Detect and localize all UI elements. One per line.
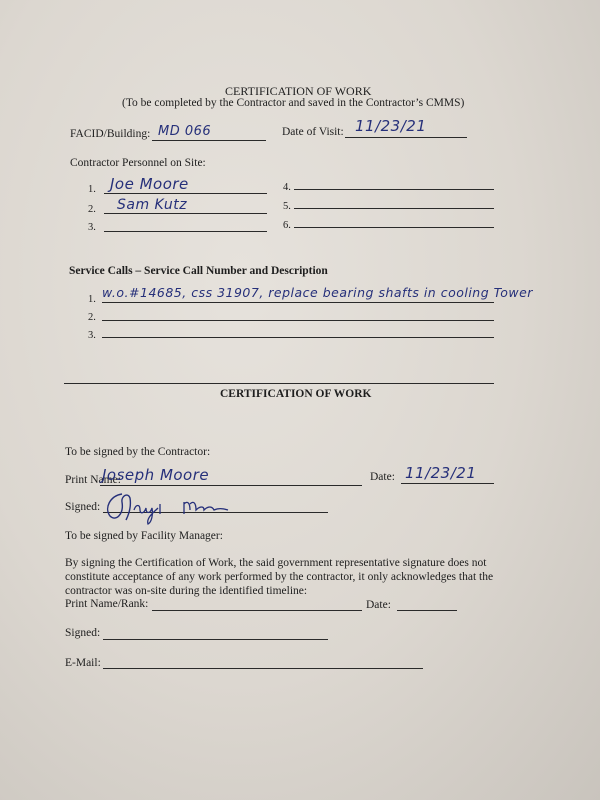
facid-label: FACID/Building: [70,128,151,140]
cert-para-line-1: By signing the Certification of Work, the said government representative signature does not [65,557,487,569]
contractor-date-value: 11/23/21 [405,464,477,482]
facid-value: MD 066 [158,124,212,139]
contractor-date-line [401,483,494,484]
personnel-name-2: Sam Kutz [117,197,188,213]
rank-label: Print Name/Rank: [65,598,149,610]
service-line-2 [102,320,494,321]
form-subtitle: (To be completed by the Contractor and saved in the Contractor’s CMMS) [122,97,465,109]
service-num-3: 3. [88,330,96,341]
personnel-name-1: Joe Moore [110,175,189,193]
service-num-2: 2. [88,312,96,323]
service-line-3 [102,337,494,338]
personnel-line-4 [294,189,494,190]
manager-date-label: Date: [366,599,391,611]
service-num-1: 1. [88,294,96,305]
service-calls-label: Service Calls – Service Call Number and Description [69,265,328,277]
contractor-signature [100,488,250,528]
manager-signed-line [103,639,328,640]
service-entry-1: w.o.#14685, css 31907, replace bearing shafts in cooling Tower [102,285,533,300]
email-label: E-Mail: [65,657,101,669]
print-name-line [100,485,362,486]
personnel-line-1 [104,193,267,194]
visit-date-value: 11/23/21 [355,117,427,135]
cert-heading: CERTIFICATION OF WORK [220,388,372,400]
personnel-num-5: 5. [283,201,291,212]
personnel-line-6 [294,227,494,228]
contractor-sign-label: To be signed by the Contractor: [65,446,211,458]
personnel-num-4: 4. [283,182,291,193]
personnel-line-3 [104,231,267,232]
personnel-line-5 [294,208,494,209]
facility-sign-label: To be signed by Facility Manager: [65,530,223,542]
facid-line [152,140,266,141]
contractor-date-label: Date: [370,471,395,483]
section-divider [64,383,494,384]
print-name-value: Joseph Moore [102,466,210,484]
signed-label: Signed: [65,501,101,513]
personnel-num-6: 6. [283,220,291,231]
personnel-num-2: 2. [88,204,96,215]
manager-date-line [397,610,457,611]
email-line [103,668,423,669]
personnel-label: Contractor Personnel on Site: [70,157,206,169]
manager-signed-label: Signed: [65,627,101,639]
service-line-1 [102,302,494,303]
personnel-line-2 [104,213,267,214]
form-title: CERTIFICATION OF WORK [225,84,372,98]
cert-para-line-2: constitute acceptance of any work performed by the contractor, it only acknowledges that the [65,571,494,583]
print-name-label: Print Name: [65,474,121,486]
personnel-num-1: 1. [88,184,96,195]
personnel-num-3: 3. [88,222,96,233]
visit-date-label: Date of Visit: [282,126,344,138]
cert-para-line-3: contractor was on-site during the identified timeline: [65,585,308,597]
rank-line [152,610,362,611]
visit-date-line [345,137,467,138]
